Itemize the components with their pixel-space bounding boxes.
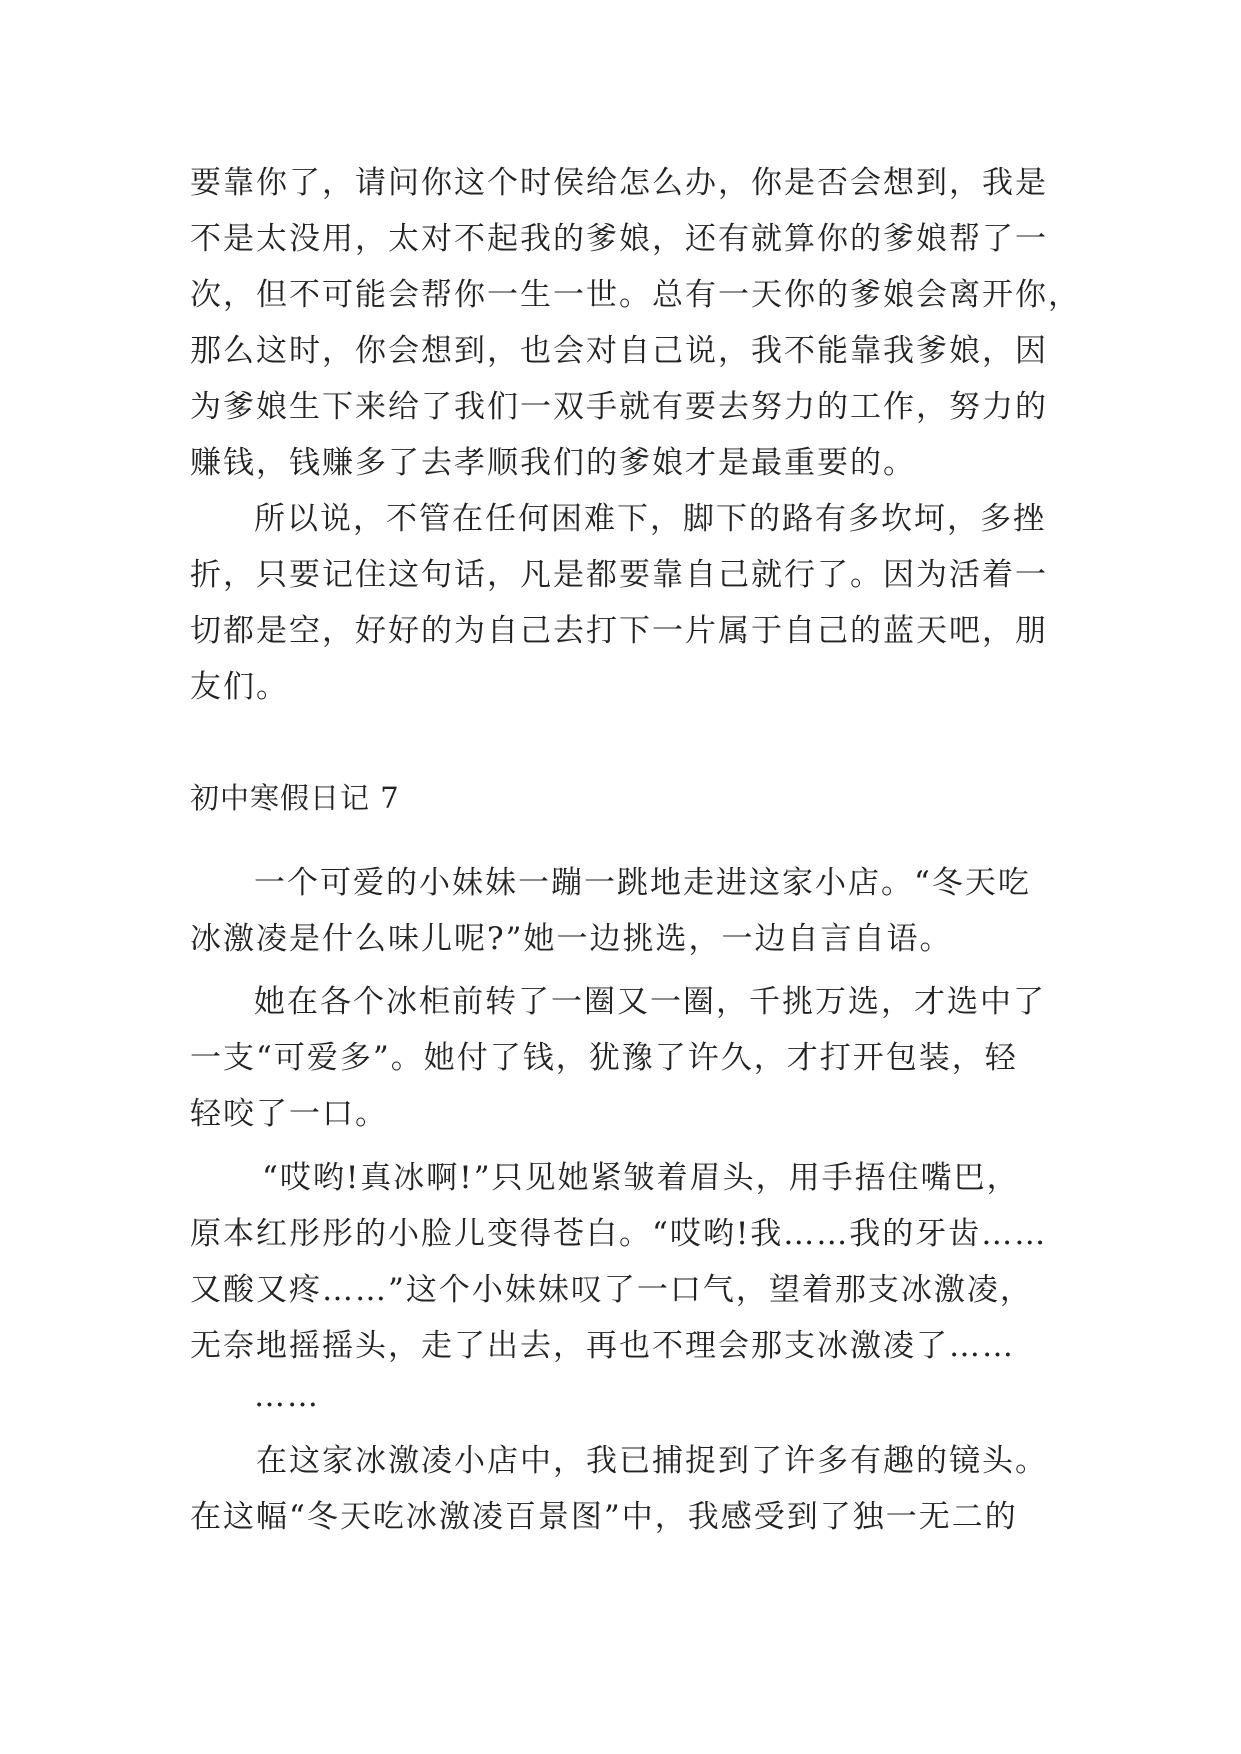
text-line: 赚钱，钱赚多了去孝顺我们的爹娘才是最重要的。 (190, 445, 916, 481)
text-line: 在这幅“冬天吃冰激凌百景图”中，我感受到了独一无二的 (190, 1499, 1018, 1535)
section-heading: 初中寒假日记 7 (190, 781, 400, 815)
text-line: 冰激凌是什么味儿呢?”她一边挑选，一边自言自语。 (190, 921, 953, 957)
text-line: 又酸又疼……”这个小妹妹叹了一口气，望着那支冰激凌， (190, 1272, 1033, 1308)
text-line: 要靠你了，请问你这个时侯给怎么办，你是否会想到，我是 (190, 165, 1048, 201)
text-line: “哎哟!真冰啊!”只见她紧皱着眉头，用手捂住嘴巴， (262, 1160, 1020, 1196)
ellipsis-line: …… (254, 1378, 320, 1414)
text-line: 一支“可爱多”。她付了钱，犹豫了许久，才打开包装，轻 (190, 1040, 1018, 1076)
text-line: 轻咬了一口。 (190, 1096, 388, 1132)
text-line: 友们。 (190, 669, 289, 705)
text-line: 她在各个冰柜前转了一圈又一圈，千挑万选，才选中了 (254, 984, 1046, 1020)
text-line: 在这家冰激凌小店中，我已捕捉到了许多有趣的镜头。 (256, 1443, 1048, 1479)
text-line: 不是太没用，太对不起我的爹娘，还有就算你的爹娘帮了一 (190, 221, 1048, 257)
text-line: 一个可爱的小妹妹一蹦一跳地走进这家小店。“冬天吃 (254, 865, 1031, 901)
text-line: 次，但不可能会帮你一生一世。总有一天你的爹娘会离开你， (190, 277, 1081, 313)
text-line: 原本红彤彤的小脸儿变得苍白。“哎哟!我……我的牙齿…… (190, 1216, 1048, 1252)
text-line: 为爹娘生下来给了我们一双手就有要去努力的工作，努力的 (190, 389, 1048, 425)
text-line: 那么这时，你会想到，也会对自己说，我不能靠我爹娘，因 (190, 333, 1048, 369)
text-line: 无奈地摇摇头，走了出去，再也不理会那支冰激凌了…… (190, 1328, 1015, 1364)
text-line: 折，只要记住这句话，凡是都要靠自己就行了。因为活着一 (190, 557, 1048, 593)
text-line: 切都是空，好好的为自己去打下一片属于自己的蓝天吧，朋 (190, 613, 1048, 649)
text-line: 所以说，不管在任何困难下，脚下的路有多坎坷，多挫 (254, 501, 1046, 537)
